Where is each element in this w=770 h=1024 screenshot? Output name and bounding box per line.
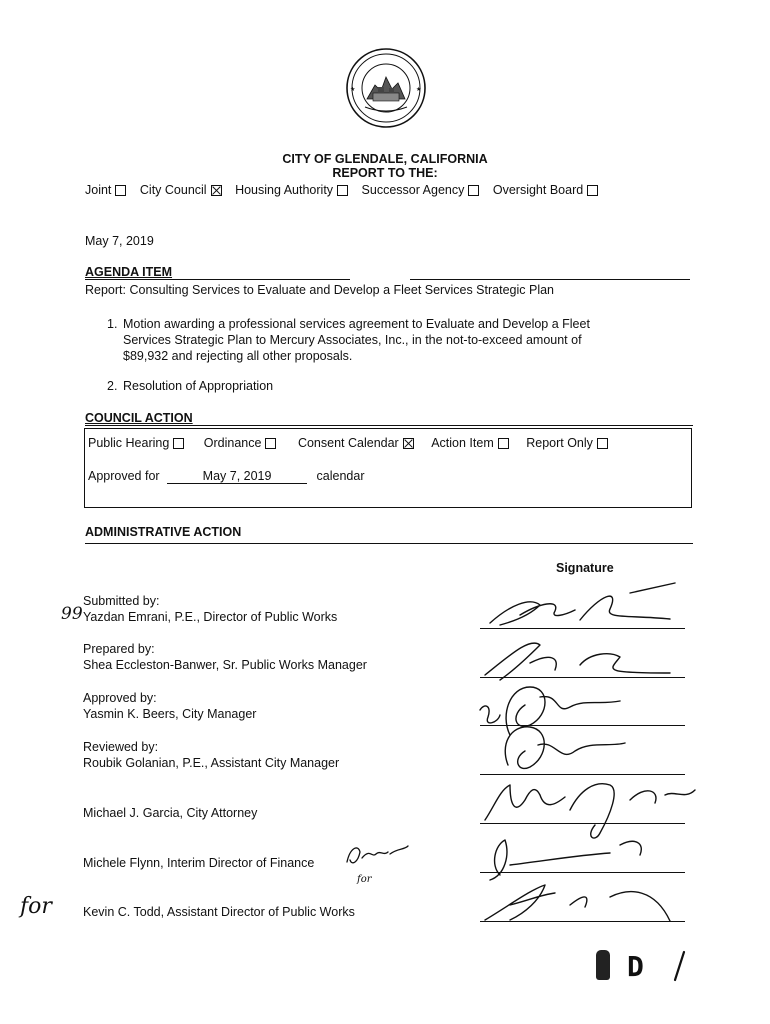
agenda-item-heading: AGENDA ITEM [85,265,173,279]
recipient-row [85,183,598,197]
approved-for-label: Approved for [88,469,160,483]
signer-finance: Michele Flynn, Interim Director of Finance [83,856,315,870]
signer-city-attorney: Michael J. Garcia, City Attorney [83,806,258,820]
option-ordinance[interactable]: Ordinance [204,436,277,450]
slash-mark [672,950,686,982]
city-council-checkbox[interactable] [211,185,222,196]
city-title: CITY OF GLENDALE, CALIFORNIA [282,152,488,166]
recipient-oversight-board[interactable]: Oversight Board [493,183,598,197]
handwritten-for-left: for [20,894,52,919]
council-action-heading: COUNCIL ACTION [85,411,193,425]
handwritten-initials-left: 99 [61,604,83,624]
signer-submitted: Submitted by: Yazdan Emrani, P.E., Director of Public Works [83,594,338,624]
agenda-report-line: Report: Consulting Services to Evaluate and Develop a Fleet Services Strategic Plan [85,283,554,297]
housing-authority-checkbox[interactable] [337,185,348,196]
consent-calendar-checkbox[interactable] [403,438,414,449]
oversight-board-checkbox[interactable] [587,185,598,196]
recipient-joint[interactable]: Joint [85,183,126,197]
council-divider [85,425,693,426]
ink-blot-mark [596,950,610,980]
report-only-checkbox[interactable] [597,438,608,449]
admin-divider [85,543,693,544]
option-public-hearing[interactable]: Public Hearing [88,436,184,450]
svg-text:★: ★ [350,87,356,93]
calendar-label: calendar [316,469,365,483]
agenda-item-1: 1. Motion awarding a professional services agreement to Evaluate and Develop a Fleet Services Strategic Plan to Mercury Associates, Inc., in the not-to-exceed amount of $89,932 and rejecting all other proposals. [107,317,590,363]
ordinance-checkbox[interactable] [265,438,276,449]
recipient-successor-agency[interactable]: Successor Agency [362,183,480,197]
report-date: May 7, 2019 [85,234,154,248]
signer-approved: Approved by: Yasmin K. Beers, City Manager [83,691,257,721]
action-item-checkbox[interactable] [498,438,509,449]
signature-heading: Signature [556,561,614,575]
admin-action-heading: ADMINISTRATIVE ACTION [85,525,242,539]
option-action-item[interactable]: Action Item [431,436,509,450]
signer-asst-director: Kevin C. Todd, Assistant Director of Public Works [83,905,355,919]
option-consent-calendar[interactable]: Consent Calendar [298,436,414,450]
handwritten-finance-for: for [357,874,372,885]
approved-date: May 7, 2019 [167,469,307,484]
joint-checkbox[interactable] [115,185,126,196]
page-mark-letter: D [627,950,644,983]
signer-prepared: Prepared by: Shea Eccleston-Banwer, Sr. Public Works Manager [83,642,367,672]
recipient-city-council[interactable]: City Council [140,183,222,197]
agenda-divider [85,279,350,280]
public-hearing-checkbox[interactable] [173,438,184,449]
agenda-item-2: 2. Resolution of Appropriation [107,379,274,393]
signatures [470,575,700,935]
signer-reviewed: Reviewed by: Roubik Golanian, P.E., Assistant City Manager [83,740,340,770]
report-to-label: REPORT TO THE: [332,166,438,180]
successor-agency-checkbox[interactable] [468,185,479,196]
svg-text:★: ★ [416,87,422,93]
recipient-housing-authority[interactable]: Housing Authority [235,183,348,197]
finance-initials-scribble [342,838,412,872]
city-seal [345,47,427,129]
option-report-only[interactable]: Report Only [526,436,608,450]
council-options-row [88,436,608,450]
approved-for-row [88,469,365,484]
agenda-divider-right [410,279,690,280]
